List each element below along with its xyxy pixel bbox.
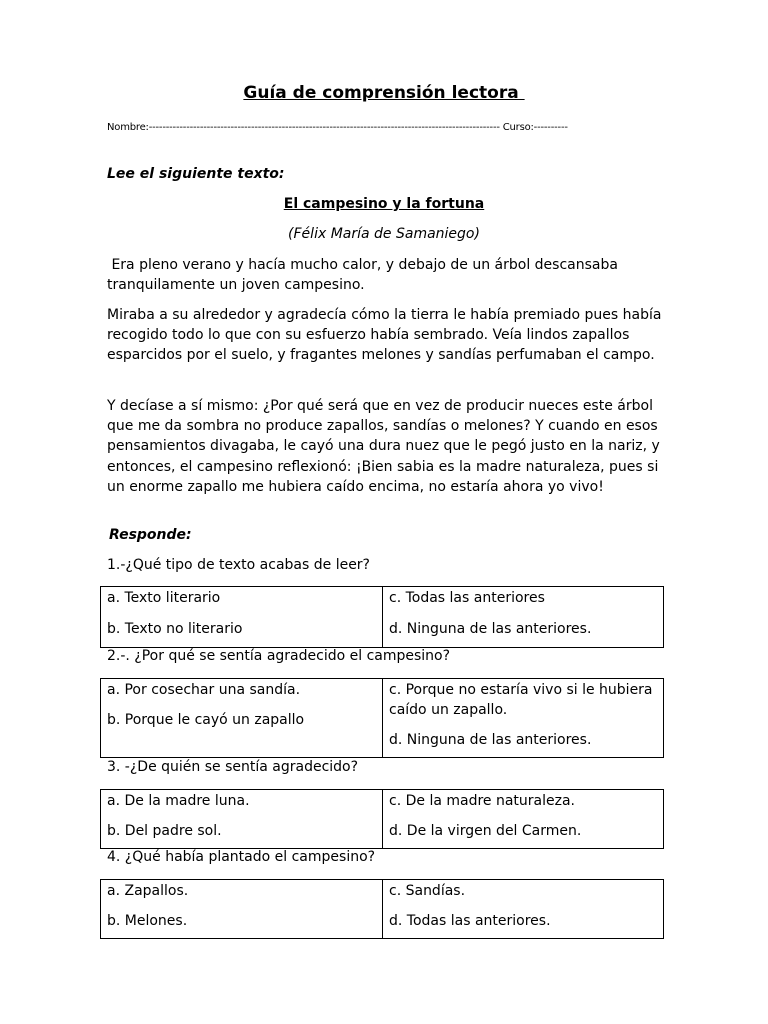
question-3: 3. -¿De quién se sentía agradecido? — [107, 759, 359, 775]
name-course-line: Nombre:------------------------------------------------------------------------------------------------------- Curso:---------- — [107, 122, 568, 133]
story-title: El campesino y la fortuna — [283, 196, 485, 212]
option-d: d. Ninguna de las anteriores. — [389, 732, 592, 748]
options-right-1 — [383, 587, 664, 648]
options-right-2 — [383, 679, 664, 758]
story-paragraph-2: Miraba a su alrededor y agradecía cómo la tierra le había premiado pues había recogido todo lo que con su esfuerzo había sembrado. Veía lindos zapallos esparcidos por el suelo, y fragantes melones y sandías perfumaban el campo. — [107, 307, 662, 364]
option-b: b. Porque le cayó un zapallo — [107, 712, 305, 728]
page-title: Guía de comprensión lectora — [243, 83, 525, 103]
option-b: b. Texto no literario — [107, 621, 243, 637]
option-b: b. Del padre sol. — [107, 823, 222, 839]
option-d: d. Todas las anteriores. — [389, 913, 551, 929]
option-a: a. Zapallos. — [107, 883, 189, 899]
story-paragraph-1: Era pleno verano y hacía mucho calor, y debajo de un árbol descansaba tranquilamente un joven campesino. — [107, 257, 623, 294]
options-right-4 — [383, 880, 664, 939]
option-c: c. Sandías. — [389, 883, 466, 899]
options-table-3 — [100, 789, 664, 849]
option-c: c. De la madre naturaleza. — [389, 793, 576, 809]
option-b: b. Melones. — [107, 913, 188, 929]
option-a: a. Por cosechar una sandía. — [107, 682, 301, 698]
option-c: c. Todas las anteriores — [389, 590, 545, 606]
question-2: 2.-. ¿Por qué se sentía agradecido el campesino? — [107, 648, 451, 664]
option-a: a. Texto literario — [107, 590, 221, 606]
options-left-4 — [101, 880, 383, 939]
options-table-1 — [100, 586, 664, 648]
responde-label: Responde: — [109, 527, 192, 543]
options-table-2 — [100, 678, 664, 758]
story-author: (Félix María de Samaniego) — [288, 226, 480, 242]
option-d: d. De la virgen del Carmen. — [389, 823, 582, 839]
options-left-1 — [101, 587, 383, 648]
option-c: c. Porque no estaría vivo si le hubiera caído un zapallo. — [389, 682, 653, 718]
options-right-3 — [383, 790, 664, 849]
story-paragraph-3: Y decíase a sí mismo: ¿Por qué será que en vez de producir nueces este árbol que me da sombra no produce zapallos, sandías o melones? Y cuando en esos pensamientos divagaba, le cayó una dura nuez que le pegó justo en la nariz, y entonces, el campesino reflexionó: ¡Bien sabia es la madre naturaleza, pues si un enorme zapallo me hubiera caído encima, no estaría ahora yo vivo! — [107, 398, 660, 495]
option-a: a. De la madre luna. — [107, 793, 250, 809]
question-1: 1.-¿Qué tipo de texto acabas de leer? — [107, 557, 370, 573]
option-d: d. Ninguna de las anteriores. — [389, 621, 592, 637]
options-left-3 — [101, 790, 383, 849]
reading-instruction: Lee el siguiente texto: — [107, 166, 285, 182]
question-4: 4. ¿Qué había plantado el campesino? — [107, 849, 376, 865]
options-table-4 — [100, 879, 664, 939]
options-left-2 — [101, 679, 383, 758]
